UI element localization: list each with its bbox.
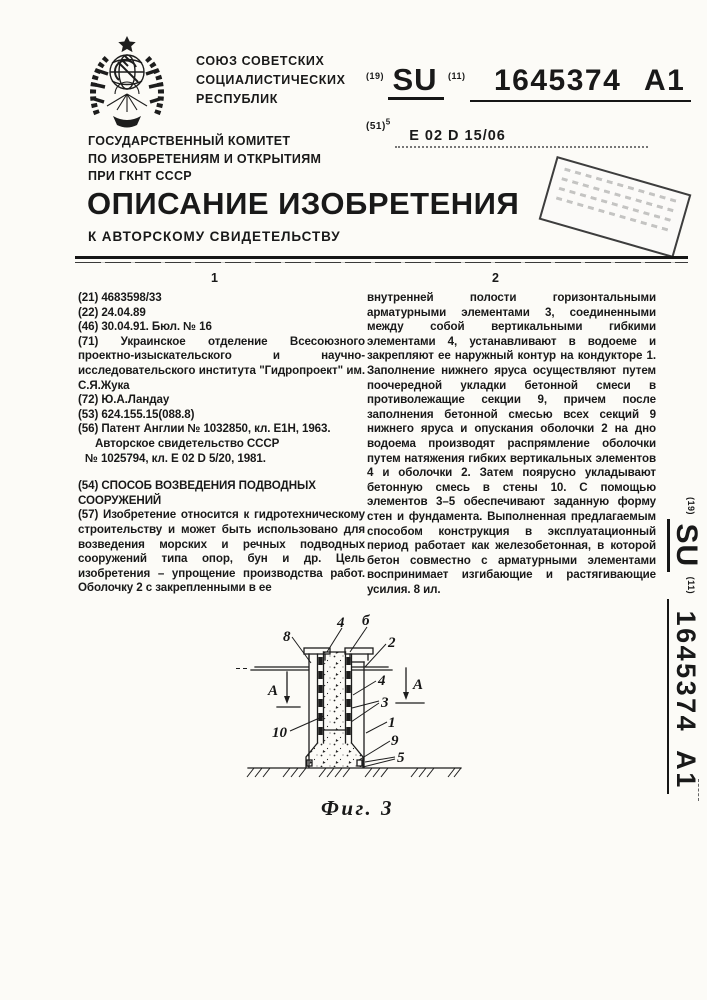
union-line: РЕСПУБЛИК — [196, 92, 278, 106]
country-code: SU — [388, 62, 443, 100]
svg-text:А: А — [413, 677, 424, 693]
figure-label-5: 5 — [397, 750, 405, 766]
vertical-doc-id — [669, 497, 703, 794]
abstract-right: внутренней полости горизонтальными арматурными элементами 3, соединенными между собой вертикальными гибкими элементами 4, устанавливают в водоеме и закрепляют ее наружный контур на кондукторе 1. Заполнение нижнего яруса осуществляют путем поочередной укладки бетонной смеси в противолежащие секции 9, причем после заполнения бетонной смесью всех секций 9 нижнего яруса и опускания оболочки 2 на дно водоема производят распрямление оболочки путем натяжения гибких вертикальных элементов 4 и оболочки 2. Затем поярусно укладывают бетонную смесь в стены 10. С помощью элементов 3–5 обеспечивают заданную форму стен и фундамента. Выполненная предлагаемым способом конструкция в эксплуатационный период работает как железобетонная, в которой бетон совместно с арматурными элементами воспринимает изгибающие и растягивающие усилия. 8 ил. — [367, 291, 656, 596]
committee-name — [88, 133, 321, 186]
biblio-21: (21) 4683598/33 — [78, 291, 162, 304]
committee-line: ПО ИЗОБРЕТЕНИЯМ И ОТКРЫТИЯМ — [88, 151, 322, 166]
code-19-label-vertical: (19) — [686, 497, 696, 516]
ussr-coat-of-arms-icon — [82, 34, 172, 128]
figure-label-9: 9 — [391, 733, 399, 749]
invention-title: (54) СПОСОБ ВОЗВЕДЕНИЯ ПОДВОДНЫХ СООРУЖЕНИЙ — [78, 479, 316, 507]
biblio-71: (71) Украинское отделение Всесоюзного проектно-изыскательского и научно-исследовательского института "Гидропроект" им. С.Я.Жука — [78, 334, 365, 392]
country-code-vertical: SU — [667, 519, 703, 572]
ground-line — [247, 768, 461, 777]
right-column — [367, 291, 656, 597]
biblio-56-ref1: (56) Патент Англии № 1032850, кл. E1H, 1963. — [78, 422, 331, 436]
committee-line: ГОСУДАРСТВЕННЫЙ КОМИТЕТ — [88, 134, 291, 148]
divider-thick — [75, 256, 688, 259]
figure-label-4-top: 4 — [337, 615, 345, 631]
figure-caption: Фиг. 3 — [321, 796, 395, 820]
page-title: ОПИСАНИЕ ИЗОБРЕТЕНИЯ — [87, 186, 520, 221]
union-name — [196, 52, 346, 109]
divider-thin — [75, 262, 688, 263]
biblio-22: (22) 24.04.89 — [78, 305, 146, 319]
doc-number-vertical: 1645374 A1 — [667, 599, 701, 794]
ipc-label: (51)5 — [366, 118, 391, 133]
column-number-2: 2 — [492, 271, 499, 285]
column-number-1: 1 — [211, 271, 218, 285]
biblio-56-ref3: № 1025794, кл. E 02 D 5/20, 1981. — [85, 451, 266, 465]
abstract-left: (57) Изобретение относится к гидротехническому строительству и может быть использовано для возведения морских и речных подводных сооружений типа опор, бун и др. Цель изобретения – упрощение производства работ. Оболочку 2 с закрепленными в ее — [78, 508, 365, 595]
doc-id-block — [366, 62, 691, 98]
footing — [306, 743, 363, 767]
figure-label-3: 3 — [381, 695, 389, 711]
stamp — [539, 156, 692, 258]
ipc-line — [366, 118, 648, 145]
section-arrow-right — [396, 668, 424, 703]
committee-line: ПРИ ГКНТ СССР — [88, 169, 192, 183]
biblio-56-ref2: Авторское свидетельство СССР — [95, 436, 280, 450]
figure-label-2: 2 — [388, 635, 396, 651]
page-subtitle: К АВТОРСКОМУ СВИДЕТЕЛЬСТВУ — [88, 229, 341, 244]
union-line: СОЮЗ СОВЕТСКИХ — [196, 54, 325, 68]
biblio-46: (46) 30.04.91. Бюл. № 16 — [78, 320, 212, 334]
code-11-label: (11) — [448, 71, 466, 81]
figure-label-8: 8 — [283, 629, 291, 645]
figure-label-b: б — [362, 613, 370, 629]
concrete-fill — [324, 652, 346, 743]
code-11-label-vertical: (11) — [686, 576, 696, 595]
page-edge-mark — [698, 779, 699, 801]
figure-3 — [228, 610, 483, 802]
ipc-class: E 02 D 15/06 — [395, 128, 648, 148]
left-column — [78, 291, 365, 596]
code-19-label: (19) — [366, 71, 385, 81]
biblio-53: (53) 624.155.15(088.8) — [78, 407, 195, 421]
section-arrow-left — [267, 672, 300, 707]
svg-text:А: А — [268, 683, 279, 699]
figure-label-10: 10 — [272, 725, 287, 741]
figure-label-1: 1 — [388, 715, 396, 731]
doc-number: 1645374 A1 — [470, 64, 691, 102]
biblio-72: (72) Ю.А.Ландау — [78, 393, 170, 407]
figure-label-4-right: 4 — [378, 673, 386, 689]
water-line — [236, 667, 392, 670]
union-line: СОЦИАЛИСТИЧЕСКИХ — [196, 73, 346, 87]
